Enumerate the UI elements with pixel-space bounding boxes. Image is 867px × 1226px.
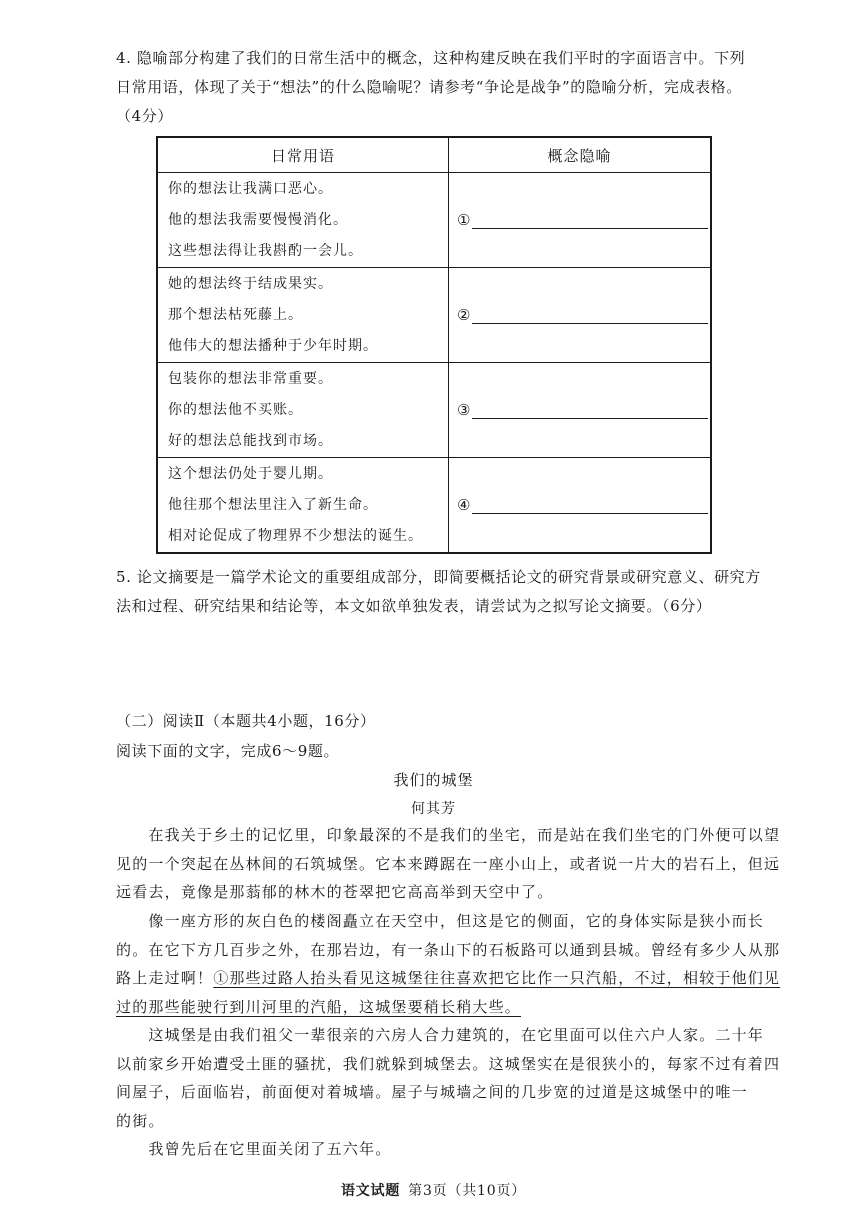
question-4 <box>116 44 766 131</box>
passage-line: 在我关于乡土的记忆里，印象最深的不是我们的坐宅，而是站在我们坐宅的门外便可以望 <box>116 826 781 844</box>
passage-line: 这城堡是由我们祖父一辈很亲的六房人合力建筑的，在它里面可以住六户人家。二十年 <box>116 1026 765 1044</box>
passage-line: 远看去，竟像是那蓊郁的林木的苍翠把它高高举到天空中了。 <box>116 883 554 901</box>
answer-cell <box>449 268 712 363</box>
table-header-row <box>157 137 711 173</box>
phrase: 她的想法终于结成果实。 <box>168 275 333 292</box>
passage-line: 以前家乡开始遭受土匪的骚扰，我们就躲到城堡去。这城堡实在是很狭小的，每家不过有着四 <box>116 1054 781 1073</box>
section-heading: （二）阅读Ⅱ（本题共4小题，16分） <box>116 712 376 730</box>
passage-line: 的街。 <box>116 1111 165 1130</box>
passage-paragraph-1 <box>116 821 781 907</box>
footer-page-info: 第3页（共10页） <box>408 1183 527 1199</box>
passage-line <box>116 993 756 1022</box>
question-4-line-1: 4. 隐喻部分构建了我们的日常生活中的概念，这种构建反映在我们平时的字面语言中。下列 <box>116 49 746 67</box>
question-4-points: （4分） <box>116 107 173 125</box>
answer-number: ① <box>457 211 471 229</box>
footer-subject: 语文试题 <box>340 1183 401 1199</box>
answer-cell <box>449 458 712 554</box>
passage-line: 见的一个突起在丛林间的石筑城堡。它本来蹲踞在一座小山上，或者说一片大的岩石上，但远 <box>116 854 781 873</box>
passage-title: 我们的城堡 <box>393 771 474 789</box>
question-4-line-2: 日常用语，体现了关于“想法”的什么隐喻呢？请参考“争论是战争”的隐喻分析，完成表格。 <box>116 78 742 96</box>
answer-blank[interactable] <box>472 499 708 514</box>
phrase: 他伟大的想法播种于少年时期。 <box>168 337 378 354</box>
passage-paragraph-3 <box>116 1021 781 1135</box>
phrase: 这个想法仍处于婴儿期。 <box>168 465 333 482</box>
phrase: 相对论促成了物理界不少想法的诞生。 <box>168 527 423 544</box>
passage-text: 路上走过啊！ <box>116 969 214 987</box>
answer-blank[interactable] <box>472 309 708 324</box>
passage-line: 间屋子，后面临岩，前面便对着城墙。屋子与城墙之间的几步宽的过道是这城堡中的唯一 <box>116 1083 748 1101</box>
passage-line: 像一座方形的灰白色的楼阁矗立在天空中，但这是它的侧面，它的身体实际是狭小而长 <box>116 912 765 930</box>
answer-cell <box>449 363 712 458</box>
question-5 <box>116 563 766 621</box>
phrase: 包装你的想法非常重要。 <box>168 370 333 387</box>
phrase-cell <box>157 268 449 363</box>
header-conceptual-metaphor: 概念隐喻 <box>449 137 712 173</box>
phrase: 他的想法我需要慢慢消化。 <box>168 211 348 228</box>
underlined-sentence-1: ①那些过路人抬头看见这城堡往往喜欢把它比作一只汽船，不过，相较于他们见 <box>213 969 781 987</box>
table-row <box>157 363 711 458</box>
phrase: 你的想法他不买账。 <box>168 401 303 418</box>
passage-paragraph-4 <box>116 1135 756 1164</box>
underlined-sentence-1-cont: 过的那些能驶行到川河里的汽船，这城堡要稍长稍大些。 <box>116 997 522 1016</box>
answer-blank[interactable] <box>472 214 708 229</box>
passage-line: 我曾先后在它里面关闭了五六年。 <box>116 1140 392 1158</box>
passage-line: 的。在它下方几百步之外，在那岩边，有一条山下的石板路可以通到县城。曾经有多少人从那 <box>116 940 781 959</box>
answer-cell <box>449 173 712 268</box>
passage-paragraph-2 <box>116 907 781 1021</box>
passage-author: 何其芳 <box>411 801 456 817</box>
phrase: 那个想法枯死藤上。 <box>168 306 303 323</box>
passage-line <box>116 964 781 993</box>
phrase-cell <box>157 458 449 554</box>
question-5-line-2: 法和过程、研究结果和结论等，本文如欲单独发表，请尝试为之拟写论文摘要。（6分） <box>116 597 712 615</box>
phrase: 你的想法让我满口恶心。 <box>168 180 333 197</box>
phrase: 这些想法得让我斟酌一会儿。 <box>168 242 363 259</box>
header-everyday-expressions: 日常用语 <box>157 137 449 173</box>
phrase-cell <box>157 363 449 458</box>
phrase-cell <box>157 173 449 268</box>
question-5-line-1: 5. 论文摘要是一篇学术论文的重要组成部分，即简要概括论文的研究背景或研究意义、研究方 <box>116 568 761 586</box>
answer-number: ④ <box>457 496 471 514</box>
section-instruction: 阅读下面的文字，完成6～9题。 <box>116 742 340 760</box>
answer-number: ③ <box>457 401 471 419</box>
table-row <box>157 173 711 268</box>
page-footer <box>0 1180 867 1200</box>
table-row <box>157 458 711 554</box>
answer-number: ② <box>457 306 471 324</box>
metaphor-table <box>156 136 712 554</box>
phrase: 好的想法总能找到市场。 <box>168 432 333 449</box>
phrase: 他往那个想法里注入了新生命。 <box>168 496 378 513</box>
answer-blank[interactable] <box>472 404 708 419</box>
table-row <box>157 268 711 363</box>
